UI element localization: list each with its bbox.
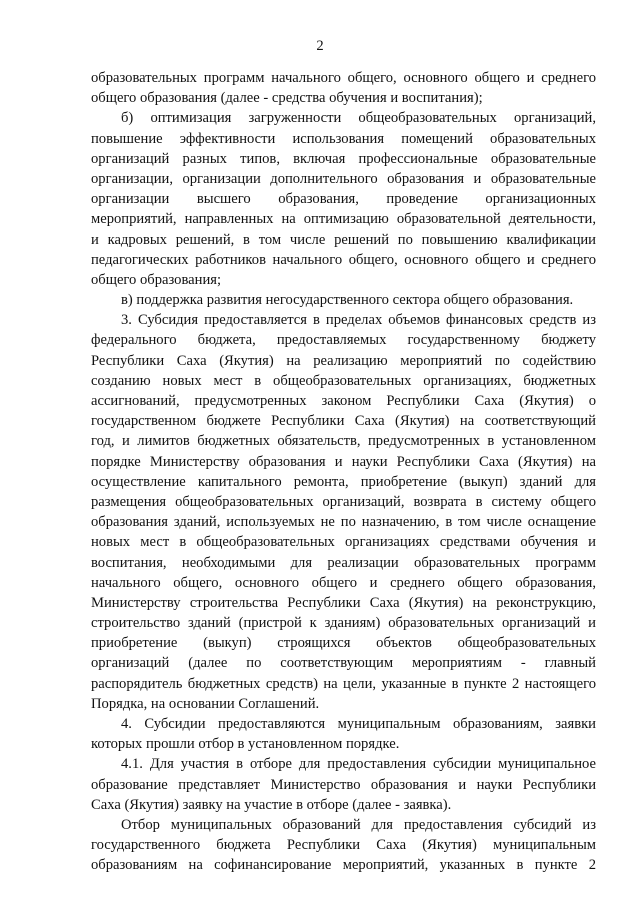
text-line: Саха (Якутия) заявку на участие в отборе (далее - заявка). — [91, 796, 452, 813]
text-line: начального общего, основного общего и среднего общего образования, — [91, 574, 596, 591]
text-line: 4. Субсидии предоставляются муниципальным образованиям, заявки — [121, 716, 596, 732]
paragraph — [91, 310, 596, 714]
document-body — [91, 68, 596, 876]
text-line: общего образования; — [91, 271, 222, 288]
text-line: Республики Саха (Якутия) на реализацию мероприятий по содействию — [91, 352, 596, 369]
text-line: воспитания, необходимыми для реализации образовательных программ — [91, 554, 596, 571]
text-line: новых мест в общеобразовательных организациях средствами обучения и — [91, 534, 596, 551]
text-line: мероприятий, направленных на оптимизацию образовательной деятельности, — [91, 211, 596, 228]
text-line: повышение эффективности использования помещений образовательных — [91, 130, 596, 147]
text-line: федерального бюджета, предоставляемых государственному бюджету — [91, 332, 596, 349]
text-line: Порядка, на основании Соглашений. — [91, 695, 320, 712]
paragraph — [91, 754, 596, 815]
text-line: государственного бюджета Республики Саха (Якутия) муниципальным — [91, 837, 596, 854]
text-line: строительство зданий (пристрой к зданиям) образовательных организаций и — [91, 615, 596, 632]
text-line: порядке Министерству образования и науки Республики Саха (Якутия) на — [91, 453, 596, 470]
text-line: педагогических работников начального общего, основного общего и среднего — [91, 251, 596, 268]
page-number: 2 — [316, 38, 324, 54]
text-line: осуществление капитального ремонта, приобретение (выкуп) зданий для — [91, 473, 596, 490]
text-line: Министерству строительства Республики Саха (Якутия) на реконструкцию, — [91, 594, 596, 611]
text-line: образовательных программ начального общего, основного общего и среднего — [91, 70, 596, 86]
paragraph — [91, 815, 596, 876]
text-line: созданию новых мест в общеобразовательных организациях, бюджетных — [91, 372, 596, 389]
text-line: организации, организации дополнительного образования и образовательные — [91, 170, 596, 187]
text-line: приобретение (выкуп) строящихся объектов общеобразовательных — [91, 635, 596, 652]
text-line: образования зданий, используемых не по назначению, в том числе оснащение — [91, 514, 596, 531]
text-line: 3. Субсидия предоставляется в пределах объемов финансовых средств из — [121, 312, 596, 329]
text-line: которых прошли отбор в установленном порядке. — [91, 736, 400, 753]
paragraph — [91, 108, 596, 290]
text-line: организаций разных типов, включая профессиональные образовательные — [91, 150, 596, 167]
text-line: общего образования (далее - средства обучения и воспитания); — [91, 90, 483, 107]
text-line: образование представляет Министерство образования и науки Республики — [91, 776, 596, 793]
text-line: б) оптимизация загруженности общеобразовательных организаций, — [121, 110, 596, 127]
text-line: и кадровых решений, в том числе решений по повышению квалификации — [91, 231, 596, 248]
text-line: 4.1. Для участия в отборе для предоставления субсидии муниципальное — [121, 756, 596, 773]
text-line: организации высшего образования, проведение организационных — [91, 191, 596, 208]
text-line: государственном бюджете Республики Саха (Якутия) на соответствующий — [91, 413, 596, 430]
text-line: ассигнований, предусмотренных законом Республики Саха (Якутия) о — [91, 393, 596, 409]
paragraph — [91, 714, 596, 754]
paragraph — [91, 68, 596, 108]
text-line: Отбор муниципальных образований для предоставления субсидий из — [121, 816, 596, 833]
paragraph — [91, 290, 596, 310]
text-line: год, и лимитов бюджетных обязательств, предусмотренных в установленном — [91, 433, 596, 450]
text-line: организаций (далее по соответствующим мероприятиям - главный — [91, 655, 596, 672]
text-line: распорядитель бюджетных средств) на цели, указанные в пункте 2 настоящего — [91, 675, 596, 692]
text-line: в) поддержка развития негосударственного сектора общего образования. — [121, 292, 574, 309]
text-line: образованиям на софинансирование мероприятий, указанных в пункте 2 — [91, 857, 596, 874]
text-line: размещения общеобразовательных организаций, возврата в систему общего — [91, 493, 596, 510]
